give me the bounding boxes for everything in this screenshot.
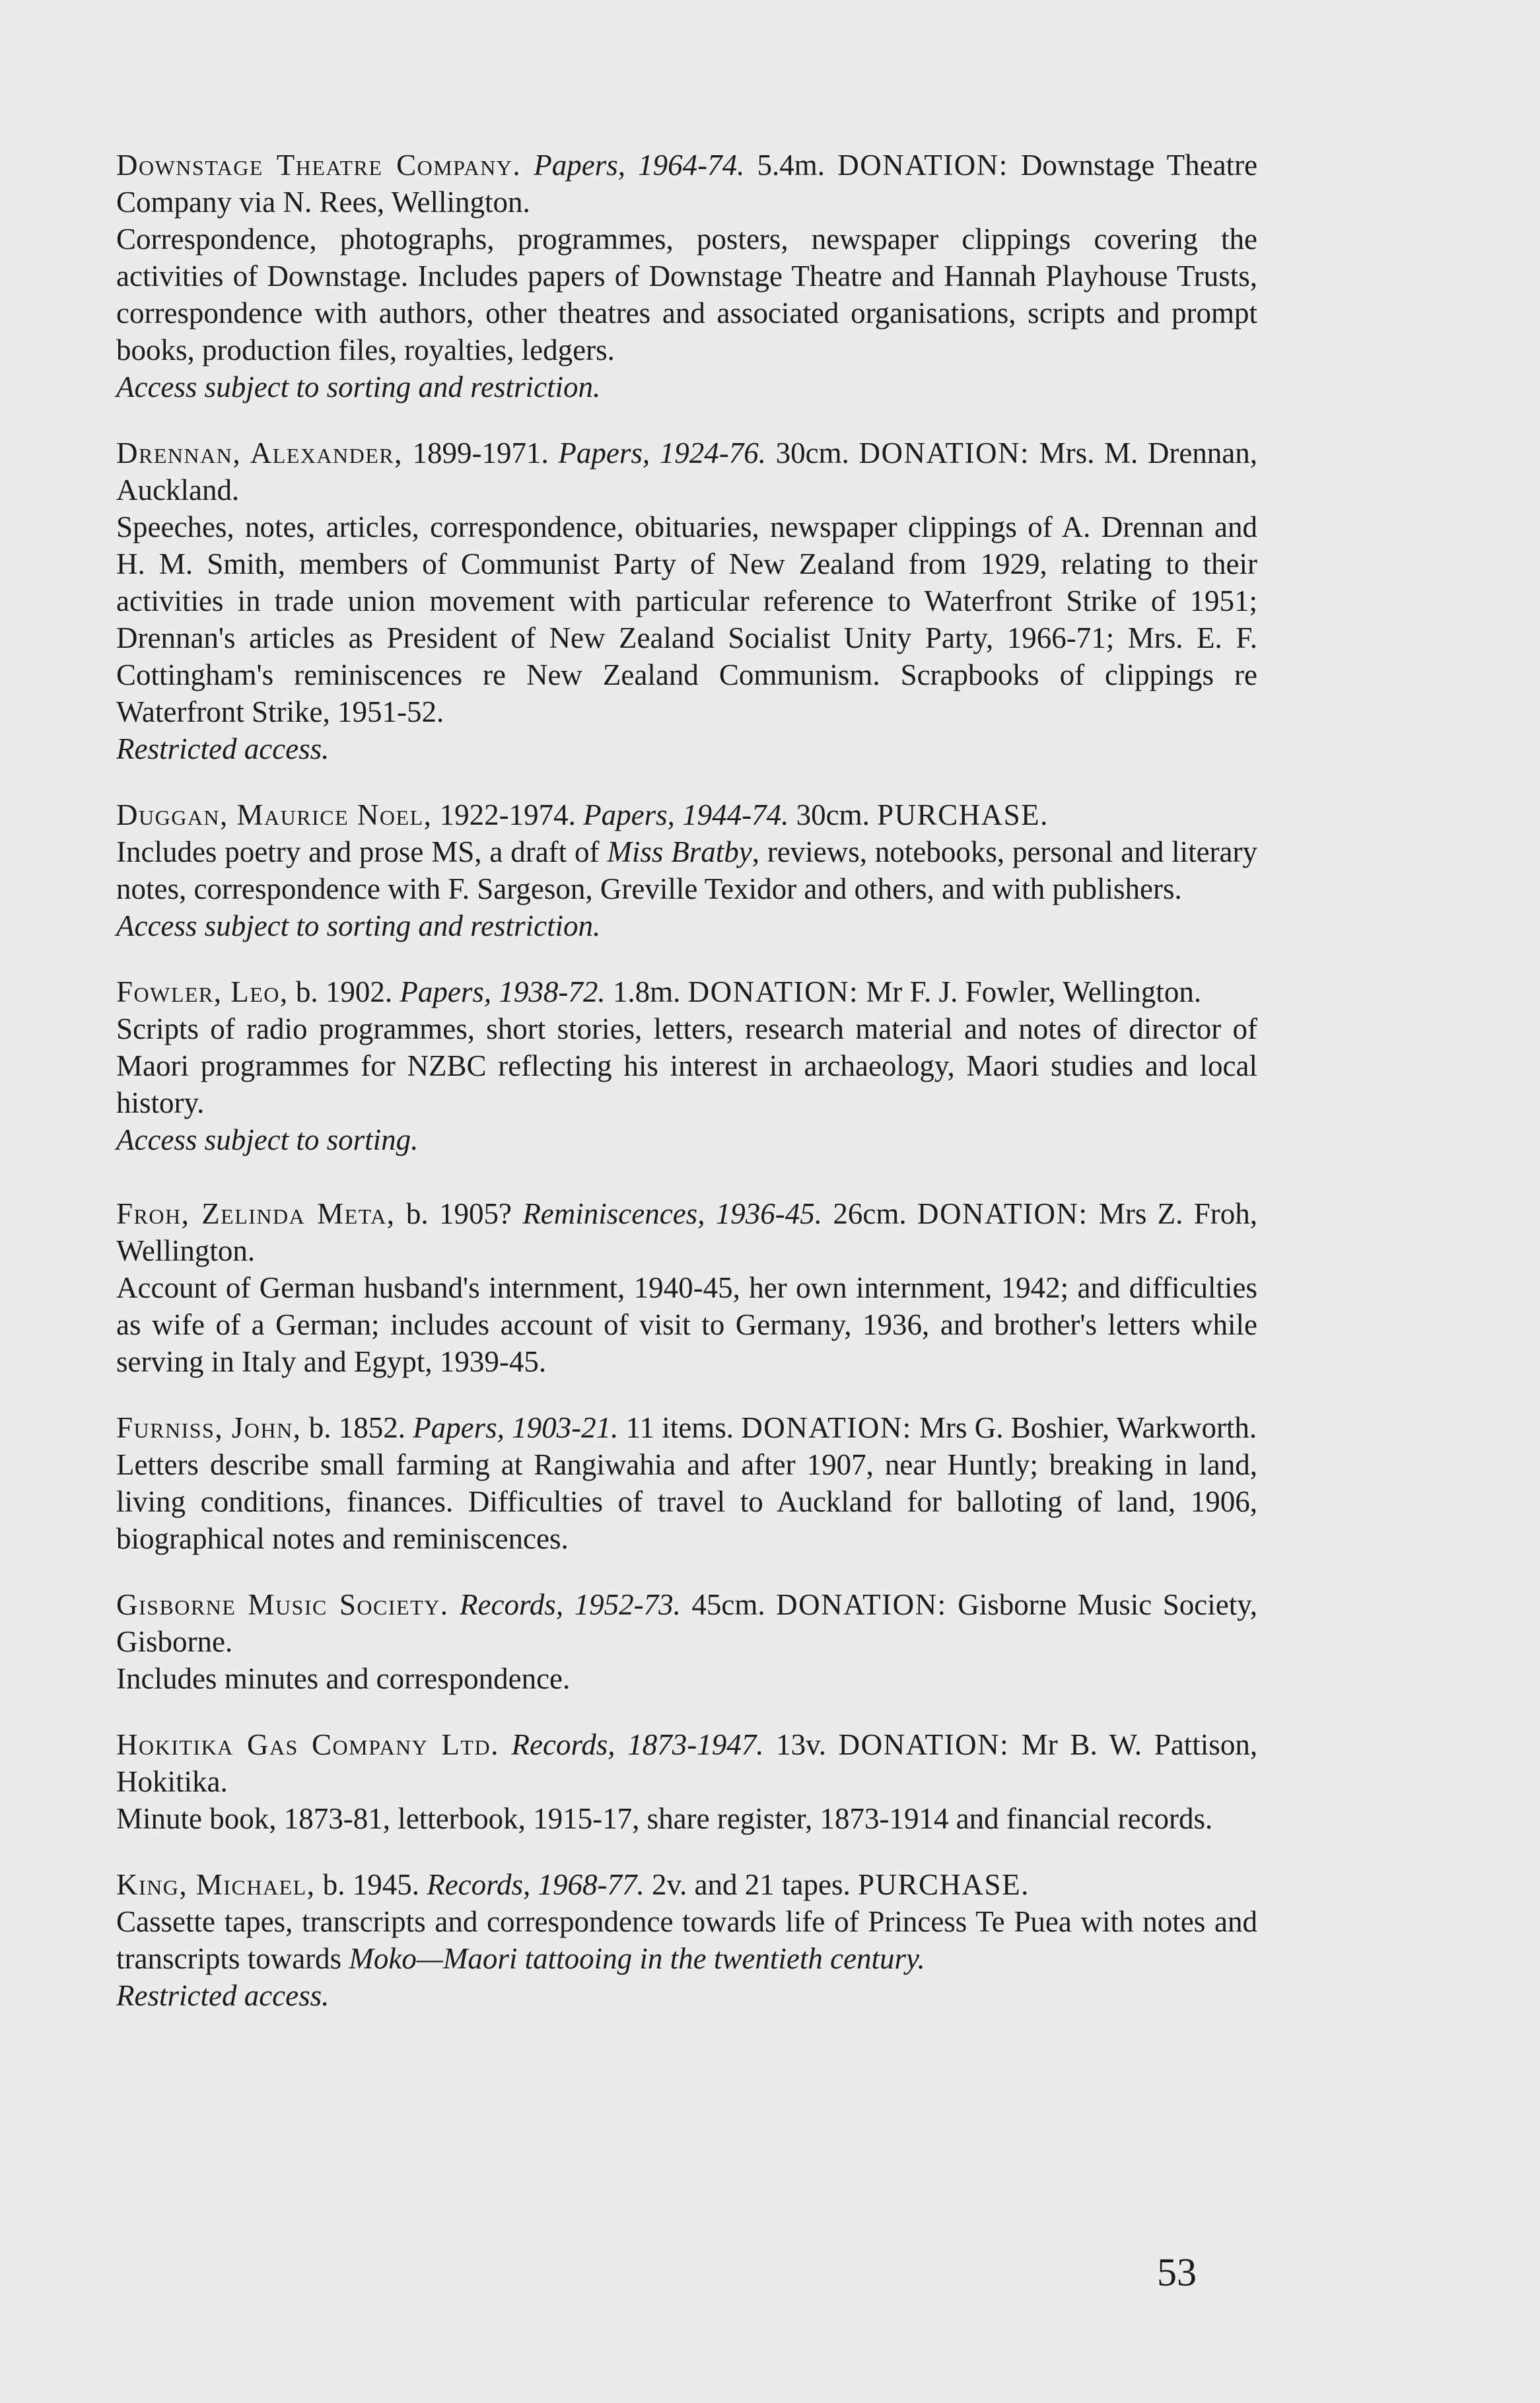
entry-name: Hokitika Gas Company Ltd. bbox=[116, 1728, 499, 1761]
entry-description-text: Includes poetry and prose MS, a draft of bbox=[116, 835, 600, 868]
entry-access: Access subject to sorting and restriction. bbox=[116, 370, 601, 403]
entry-heading bbox=[116, 1866, 1257, 1903]
entry-access: Access subject to sorting. bbox=[116, 1123, 419, 1156]
entries-column bbox=[116, 147, 1257, 2014]
entry-access: Access subject to sorting and restriction. bbox=[116, 909, 601, 942]
entry-extent: 45cm. bbox=[691, 1588, 765, 1621]
entry-source: Mr F. J. Fowler, Wellington. bbox=[866, 975, 1202, 1008]
entry-description bbox=[116, 1903, 1257, 1977]
page-number: 53 bbox=[1157, 2250, 1197, 2294]
entry-description-text: , reviews, notebooks, personal and literary notes, correspondence with F. Sargeson, Greville Texidor and others, and with publishers. bbox=[116, 835, 1258, 905]
entry-acquisition: PURCHASE. bbox=[877, 798, 1049, 831]
entry-heading bbox=[116, 973, 1257, 1010]
entry-extent: 2v. and 21 tapes. bbox=[651, 1868, 851, 1901]
entry-source: Gisborne Music Society, Gisborne. bbox=[116, 1588, 1258, 1658]
entry-dates: b. 1902. bbox=[295, 975, 393, 1008]
catalogue-entry bbox=[116, 1726, 1257, 1837]
entry-name: Downstage Theatre Company. bbox=[116, 149, 522, 182]
entry-heading bbox=[116, 1726, 1257, 1800]
entry-name: Gisborne Music Society. bbox=[116, 1588, 449, 1621]
entry-acquisition: DONATION: bbox=[687, 975, 859, 1008]
entry-source: Mrs. M. Drennan, Auckland. bbox=[116, 436, 1258, 506]
entry-description: Includes minutes and correspondence. bbox=[116, 1662, 571, 1695]
entry-extent: 30cm. bbox=[796, 798, 870, 831]
entry-title: Records, 1873-1947. bbox=[511, 1728, 764, 1761]
entry-acquisition: DONATION: bbox=[838, 1728, 1010, 1761]
catalogue-entry bbox=[116, 435, 1257, 767]
entry-extent: 1.8m. bbox=[612, 975, 681, 1008]
entry-dates: 1899-1971. bbox=[412, 436, 549, 470]
entry-heading bbox=[116, 1195, 1257, 1269]
entry-heading bbox=[116, 1586, 1257, 1660]
entry-dates: b. 1905? bbox=[405, 1197, 512, 1230]
entry-extent: 30cm. bbox=[775, 436, 849, 470]
entry-acquisition: DONATION: bbox=[858, 436, 1030, 470]
entry-description bbox=[116, 833, 1257, 907]
entry-title: Records, 1968-77. bbox=[427, 1868, 645, 1901]
entry-description: Letters describe small farming at Rangiwahia and after 1907, near Huntly; breaking in land, living conditions, finances. Difficulties of travel to Auckland for balloting of land, 1906, biographical notes and reminiscences. bbox=[116, 1448, 1257, 1555]
entry-title: Records, 1952-73. bbox=[460, 1588, 681, 1621]
catalogue-entry bbox=[116, 1586, 1257, 1697]
entry-acquisition: DONATION: bbox=[776, 1588, 947, 1621]
entry-title: Papers, 1944-74. bbox=[583, 798, 789, 831]
entry-heading bbox=[116, 1409, 1257, 1446]
entry-heading bbox=[116, 796, 1257, 833]
entry-description: Account of German husband's internment, 1940-45, her own internment, 1942; and difficulties as wife of a German; includes account of visit to Germany, 1936, and brother's letters while serving in Italy and Egypt, 1939-45. bbox=[116, 1271, 1257, 1378]
entry-source: Mrs Z. Froh, Wellington. bbox=[116, 1197, 1258, 1267]
entry-access: Restricted access. bbox=[116, 732, 330, 765]
entry-description: Scripts of radio programmes, short stories, letters, research material and notes of director of Maori programmes for NZBC reflecting his interest in archaeology, Maori studies and local history. bbox=[116, 1012, 1257, 1119]
entry-acquisition: PURCHASE. bbox=[858, 1868, 1030, 1901]
entry-name: Fowler, Leo, bbox=[116, 975, 289, 1008]
entry-extent: 11 items. bbox=[625, 1411, 734, 1444]
entry-dates: b. 1945. bbox=[322, 1868, 419, 1901]
catalogue-entry bbox=[116, 973, 1257, 1158]
entry-extent: 13v. bbox=[776, 1728, 826, 1761]
entry-title: Reminiscences, 1936-45. bbox=[522, 1197, 823, 1230]
entry-name: Froh, Zelinda Meta, bbox=[116, 1197, 396, 1230]
entry-dates: b. 1852. bbox=[308, 1411, 405, 1444]
entry-source: Downstage Theatre Company via N. Rees, Wellington. bbox=[116, 149, 1258, 219]
entry-heading bbox=[116, 147, 1257, 221]
entry-description: Correspondence, photographs, programmes, posters, newspaper clippings covering the activities of Downstage. Includes papers of Downstage Theatre and Hannah Playhouse Trusts, correspondence with authors, other theatres and associated organisations, scripts and prompt books, production files, royalties, ledgers. bbox=[116, 223, 1257, 366]
entry-name: Duggan, Maurice Noel, bbox=[116, 798, 433, 831]
entry-title: Papers, 1924-76. bbox=[558, 436, 766, 470]
entry-description: Speeches, notes, articles, correspondence, obituaries, newspaper clippings of A. Drennan and H. M. Smith, members of Communist Party of New Zealand from 1929, relating to their activities in trade union movement with particular reference to Waterfront Strike of 1951; Drennan's articles as President of New Zealand Socialist Unity Party, 1966-71; Mrs. E. F. Cottingham's reminiscences re New Zealand Communism. Scrapbooks of clippings re Waterfront Strike, 1951-52. bbox=[116, 510, 1257, 728]
entry-source: Mrs G. Boshier, Warkworth. bbox=[919, 1411, 1257, 1444]
entry-acquisition: DONATION: bbox=[917, 1197, 1088, 1230]
entry-description-text: Cassette tapes, transcripts and correspondence towards life of Princess Te Puea with notes and transcripts towards bbox=[116, 1905, 1257, 1975]
entry-dates: 1922-1974. bbox=[439, 798, 576, 831]
entry-title: Papers, 1964-74. bbox=[534, 149, 745, 182]
entry-name: Drennan, Alexander, bbox=[116, 436, 403, 470]
entry-description-italic: Miss Bratby bbox=[607, 835, 752, 868]
entry-extent: 5.4m. bbox=[757, 149, 825, 182]
catalogue-entry bbox=[116, 1409, 1257, 1557]
catalogue-entry bbox=[116, 1866, 1257, 2014]
catalogue-entry bbox=[116, 147, 1257, 405]
entry-acquisition: DONATION: bbox=[837, 149, 1008, 182]
entry-heading bbox=[116, 435, 1257, 508]
entry-access: Restricted access. bbox=[116, 1979, 330, 2012]
entry-source: Mr B. W. Pattison, Hokitika. bbox=[116, 1728, 1258, 1798]
entry-acquisition: DONATION: bbox=[741, 1411, 912, 1444]
entry-name: King, Michael, bbox=[116, 1868, 316, 1901]
entry-extent: 26cm. bbox=[833, 1197, 907, 1230]
catalogue-entry bbox=[116, 1195, 1257, 1380]
entry-name: Furniss, John, bbox=[116, 1411, 302, 1444]
catalogue-entry bbox=[116, 796, 1257, 944]
entry-title: Papers, 1903-21. bbox=[413, 1411, 619, 1444]
entry-description: Minute book, 1873-81, letterbook, 1915-17, share register, 1873-1914 and financial records. bbox=[116, 1802, 1213, 1835]
entry-title: Papers, 1938-72. bbox=[400, 975, 606, 1008]
entry-description-italic: Moko—Maori tattooing in the twentieth century. bbox=[349, 1942, 925, 1975]
